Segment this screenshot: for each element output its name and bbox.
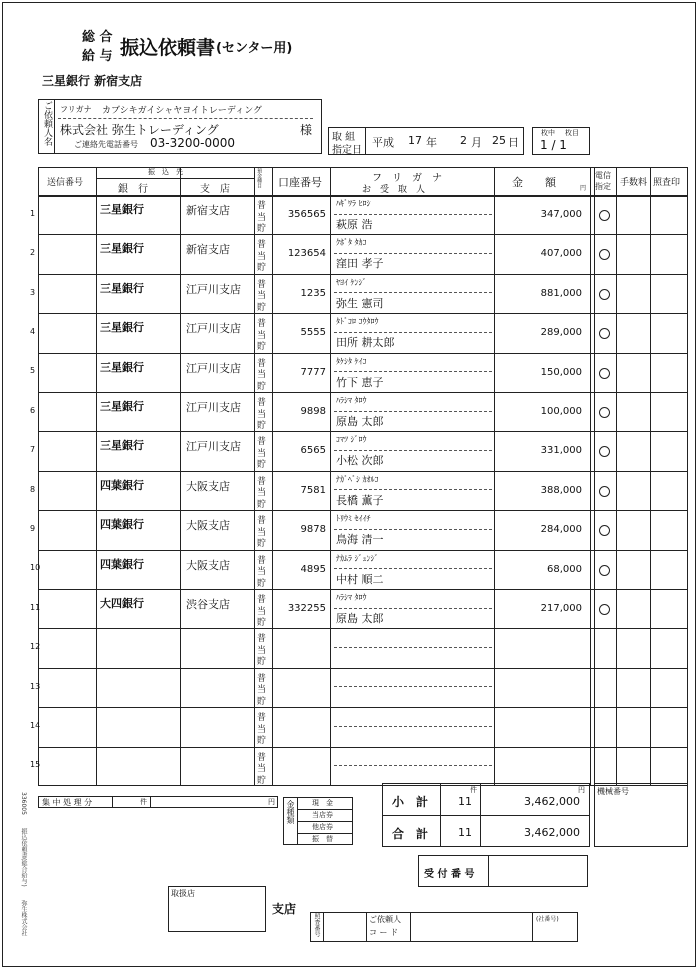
row-acct-type: 当: [257, 645, 267, 656]
row-acct-type: 普: [257, 595, 267, 605]
row-account: 332255: [287, 603, 326, 614]
telegram-circle-icon: [599, 486, 610, 497]
kinshu-item: 振 替: [312, 835, 333, 843]
requester-furigana: カブシキガイシャヤヨイトレーディング: [102, 106, 263, 116]
row-furigana: ﾊﾗｼﾏ ﾀﾛｳ: [336, 593, 367, 602]
row-acct-type: 普: [257, 279, 267, 290]
row-number: 1: [30, 208, 36, 218]
kinshu-item: 現 金: [312, 799, 333, 807]
page-label-num: 枚目: [565, 129, 579, 137]
row-recipient: 田所 耕太郎: [336, 336, 395, 350]
row-bank: 大四銀行: [100, 597, 144, 610]
table-col-line: [494, 167, 495, 786]
row-account: 4895: [300, 563, 326, 575]
row-acct-type: 普: [257, 358, 267, 369]
telegram-circle-icon: [599, 407, 610, 418]
row-furigana: ﾔﾖｲ ｹﾝｼﾞ: [336, 277, 367, 287]
row-acct-type: 普: [257, 516, 267, 527]
row-acct-type: 当: [257, 488, 267, 499]
row-recipient: 弥生 憲司: [336, 296, 384, 310]
row-acct-type: 貯: [257, 460, 267, 471]
row-acct-type: 普: [257, 398, 267, 408]
code-label-1: ご依頼人: [369, 915, 401, 924]
header-send-no: 送信番号: [47, 178, 84, 188]
side-title: 振込依頼書(総合給与): [20, 828, 27, 887]
row-bank: 三星銀行: [100, 439, 144, 453]
header-sub-line: [96, 178, 254, 179]
header-bank: 銀 行: [118, 184, 148, 195]
row-furigana: ｸﾎﾞﾀ ﾀｶｺ: [336, 238, 367, 248]
row-account: 5555: [300, 327, 326, 339]
row-furigana: ﾄﾘｳﾐ ｾｲｲﾁ: [336, 514, 371, 524]
company-no-label: (社番号): [536, 916, 559, 923]
row-number: 9: [30, 523, 36, 533]
row-acct-type: 当: [257, 212, 267, 223]
row-acct-type: 貯: [257, 539, 267, 550]
telegram-circle-icon: [599, 210, 610, 221]
row-branch: 渋谷支店: [186, 598, 230, 611]
date-label-2: 指定日: [332, 145, 362, 156]
row-account: 9898: [300, 406, 326, 417]
row-account: 7777: [300, 366, 326, 378]
header-line: [38, 195, 688, 197]
table-col-line: [254, 167, 255, 786]
row-furigana: ﾊﾗｼﾏ ﾀﾛｳ: [336, 396, 367, 405]
row-furigana: ﾅｶﾑﾗ ｼﾞｭﾝｼﾞ: [336, 553, 379, 563]
row-number: 11: [30, 602, 41, 612]
table-col-line: [272, 167, 273, 786]
row-acct-type: 当: [257, 567, 267, 578]
subtotal-amount: 3,462,000: [524, 795, 580, 808]
shuchu-ken: 件: [140, 798, 147, 806]
header-acct-type: 預金種目: [256, 168, 262, 188]
row-number: 5: [30, 366, 36, 376]
row-amount: 150,000: [540, 366, 582, 378]
row-acct-type: 普: [257, 673, 267, 684]
row-acct-type: 当: [257, 527, 267, 538]
row-acct-type: 当: [257, 291, 267, 302]
table-col-line: [616, 167, 617, 786]
page-label-of: 枚中: [541, 129, 555, 137]
row-account: 9878: [300, 524, 326, 536]
row-furigana: ﾊｷﾞﾜﾗ ﾋﾛｼ: [336, 199, 371, 208]
date-day-unit: 日: [508, 136, 519, 149]
row-number: 12: [30, 642, 41, 652]
phone-label: ご連絡先電話番号: [74, 140, 138, 149]
header-account: 口座番号: [278, 176, 322, 189]
table-col-line: [594, 167, 595, 786]
row-recipient: 中村 順二: [336, 572, 384, 586]
row-amount: 388,000: [540, 484, 582, 496]
row-acct-type: 貯: [257, 421, 267, 431]
row-acct-type: 当: [257, 409, 267, 420]
row-number: 7: [30, 445, 36, 455]
row-acct-type: 当: [257, 370, 267, 381]
header-furigana: フ リ ガ ナ: [372, 173, 442, 184]
row-acct-type: 貯: [257, 618, 267, 628]
date-month: 2: [460, 134, 467, 147]
subtotal-label: 小 計: [392, 795, 429, 809]
row-acct-type: 貯: [257, 263, 267, 274]
row-bank: 三星銀行: [100, 360, 144, 374]
table-col-line: [590, 167, 591, 786]
row-account: 123654: [287, 248, 326, 260]
row-bank: 四葉銀行: [100, 557, 144, 571]
requester-name: 株式会社 弥生トレーディング: [60, 123, 219, 137]
row-acct-type: 貯: [257, 302, 267, 313]
date-day: 25: [492, 134, 506, 147]
row-branch: 新宿支店: [186, 204, 230, 217]
row-bank: 三星銀行: [100, 400, 144, 413]
honorific: 様: [300, 123, 313, 137]
header-branch: 支 店: [200, 184, 230, 195]
row-branch: 大阪支店: [186, 519, 230, 533]
row-recipient: 原島 太郎: [336, 612, 384, 625]
row-number: 2: [30, 248, 36, 258]
total-count: 11: [458, 826, 472, 839]
row-acct-type: 普: [257, 713, 267, 724]
row-amount: 347,000: [540, 209, 582, 220]
page-count: 1 / 1: [540, 138, 567, 152]
row-acct-type: 貯: [257, 499, 267, 510]
row-recipient: 萩原 浩: [336, 218, 373, 231]
row-bank: 四葉銀行: [100, 518, 144, 532]
row-number: 13: [30, 681, 41, 691]
row-acct-type: 貯: [257, 224, 267, 234]
row-acct-type: 貯: [257, 775, 267, 786]
row-amount: 331,000: [540, 445, 582, 457]
furigana-label: フリガナ: [60, 105, 92, 114]
row-acct-type: 普: [257, 201, 267, 211]
form-title: 振込依頼書: [120, 37, 216, 59]
row-furigana: ﾀﾄﾞｺﾛ ｺｳﾀﾛｳ: [336, 317, 379, 327]
telegram-circle-icon: [599, 368, 610, 379]
row-amount: 217,000: [540, 603, 582, 614]
bank-header: 三星銀行 新宿支店: [42, 74, 143, 88]
row-acct-type: 普: [257, 476, 267, 487]
row-branch: 江戸川支店: [186, 282, 241, 296]
row-bank: 三星銀行: [100, 321, 144, 335]
row-branch: 新宿支店: [186, 243, 230, 257]
row-furigana: ｺﾏﾂ ｼﾞﾛｳ: [336, 435, 367, 445]
date-year: 17: [408, 134, 422, 147]
table-col-line: [330, 167, 331, 786]
table-col-line: [650, 167, 651, 786]
table-col-line: [96, 167, 97, 786]
total-amount: 3,462,000: [524, 826, 580, 839]
row-branch: 大阪支店: [186, 479, 230, 493]
row-bank: 三星銀行: [100, 281, 144, 295]
row-branch: 大阪支店: [186, 558, 230, 572]
row-recipient: 小松 次郎: [336, 454, 384, 468]
row-acct-type: 貯: [257, 736, 267, 747]
row-number: 14: [30, 720, 41, 730]
row-number: 4: [30, 326, 36, 336]
row-branch: 江戸川支店: [186, 322, 241, 336]
row-amount: 68,000: [547, 563, 582, 575]
subtotal-count: 11: [458, 795, 472, 808]
header-telegram: 電信指定: [595, 171, 611, 191]
side-company: 弥生株式会社: [20, 900, 27, 936]
row-acct-type: 普: [257, 240, 267, 251]
row-recipient: 竹下 恵子: [336, 375, 384, 389]
row-number: 6: [30, 405, 36, 415]
kinshu-item: 他店券: [312, 823, 333, 831]
shuchu-yen: 円: [268, 798, 275, 806]
requester-phone: 03-3200-0000: [150, 136, 236, 150]
row-acct-type: 普: [257, 555, 267, 566]
row-acct-type: 普: [257, 437, 267, 448]
requester-label: ご依頼人名: [42, 101, 52, 146]
row-amount: 100,000: [540, 406, 582, 417]
row-acct-type: 当: [257, 330, 267, 341]
row-branch: 江戸川支店: [186, 361, 241, 375]
check-number-label: 照査番号: [313, 913, 320, 937]
row-recipient: 窪田 孝子: [336, 257, 384, 271]
row-account: 6565: [300, 445, 326, 457]
row-branch: 江戸川支店: [186, 401, 241, 414]
total-label: 合 計: [392, 827, 429, 841]
row-account: 356565: [287, 209, 326, 220]
row-acct-type: 貯: [257, 381, 267, 392]
header-check: 照査印: [653, 178, 681, 188]
table-col-line: [180, 167, 181, 786]
form-type-kyuyo: 給 与: [82, 49, 113, 64]
row-amount: 289,000: [540, 327, 582, 339]
row-recipient: 鳥海 清一: [336, 533, 384, 547]
row-branch: 江戸川支店: [186, 440, 241, 454]
date-year-unit: 年: [426, 136, 437, 149]
row-acct-type: 当: [257, 764, 267, 775]
code-label-2: コ ー ド: [369, 928, 399, 937]
row-acct-type: 当: [257, 724, 267, 735]
row-number: 10: [30, 563, 41, 573]
header-recipient: お 受 取 人: [362, 185, 426, 195]
row-acct-type: 普: [257, 752, 267, 763]
header-amount: 金 額: [512, 176, 556, 189]
row-number: 8: [30, 484, 36, 494]
kinshu-item: 当店券: [312, 811, 333, 819]
row-acct-type: 貯: [257, 657, 267, 668]
side-code: 336005: [20, 792, 27, 815]
handling-branch-label: 取扱店: [171, 889, 195, 898]
row-account: 7581: [300, 484, 326, 496]
row-bank: 四葉銀行: [100, 478, 144, 492]
row-acct-type: 貯: [257, 342, 267, 353]
row-acct-type: 当: [257, 251, 267, 262]
row-acct-type: 普: [257, 634, 267, 645]
row-amount: 407,000: [540, 248, 582, 260]
row-bank: 三星銀行: [100, 242, 144, 256]
row-acct-type: 当: [257, 606, 267, 617]
date-month-unit: 月: [471, 136, 482, 149]
row-acct-type: 貯: [257, 578, 267, 589]
row-acct-type: 当: [257, 685, 267, 696]
row-furigana: ﾅｶﾞﾍﾞｼ ｶｵﾙｺ: [336, 474, 379, 484]
row-amount: 881,000: [540, 287, 582, 299]
totals-yen: 円: [578, 786, 585, 794]
header-furikomisaki: 振 込 先: [148, 168, 183, 176]
row-amount: 284,000: [540, 524, 582, 536]
row-account: 1235: [300, 287, 326, 299]
form-type-sogo: 総 合: [82, 30, 113, 45]
row-number: 15: [30, 760, 41, 770]
telegram-circle-icon: [599, 289, 610, 300]
telegram-circle-icon: [599, 565, 610, 576]
kinshu-label: 金種類: [286, 800, 295, 824]
header-yen: 円: [580, 185, 587, 192]
receipt-label: 受 付 番 号: [424, 869, 475, 880]
header-fee: 手数料: [620, 178, 648, 188]
totals-ken: 件: [470, 786, 477, 794]
form-subtitle: (センター用): [216, 41, 293, 56]
row-number: 3: [30, 287, 36, 297]
date-era: 平成: [372, 136, 394, 149]
row-bank: 三星銀行: [100, 203, 144, 216]
branch-suffix: 支店: [272, 902, 297, 916]
row-acct-type: 普: [257, 319, 267, 330]
row-acct-type: 貯: [257, 696, 267, 707]
row-furigana: ﾀｹｼﾀ ｹｲｺ: [336, 356, 367, 366]
machine-no-label: 機械番号: [597, 787, 629, 796]
telegram-circle-icon: [599, 604, 610, 615]
row-recipient: 長橋 薫子: [336, 493, 384, 507]
date-label-1: 取 組: [332, 132, 356, 143]
shuchu-label: 集 中 処 理 分: [42, 798, 93, 807]
row-acct-type: 当: [257, 448, 267, 459]
row-recipient: 原島 太郎: [336, 415, 384, 428]
